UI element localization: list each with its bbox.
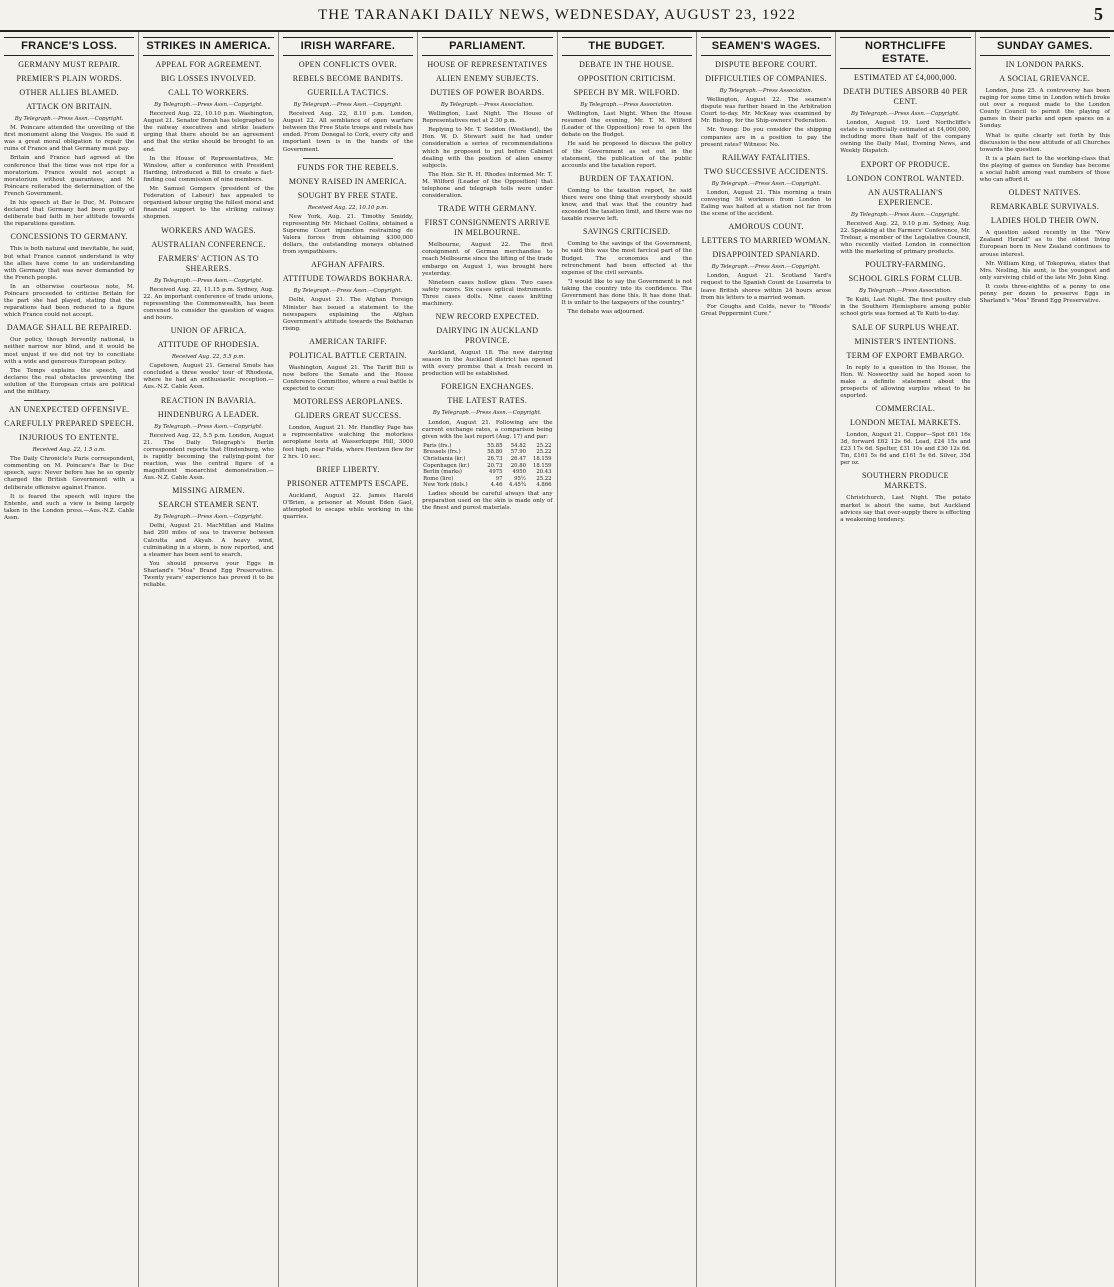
article-paragraph: Delhi, August 21. The Afghan Foreign Minister has issued a statement to the newspapers explaining the Afghan Government's attitude towards the Bokharan rising. [282, 297, 414, 332]
column-8 [976, 32, 1114, 1287]
rate-cell: 25.22 [536, 449, 552, 456]
article-paragraph: London, August 21. This morning a train conveying 50 workmen from London to Ealing was halted at a station not far from the scene of the accident. [700, 189, 832, 218]
article-subheading: CONCESSIONS TO GERMANY. [10, 232, 128, 242]
article-subheading: ALIEN ENEMY SUBJECTS. [435, 74, 539, 83]
masthead-title: THE TARANAKI DAILY NEWS, WEDNESDAY, AUGUST 23, 1922 [318, 6, 796, 23]
article-headline: STRIKES IN AMERICA. [143, 37, 273, 56]
article-subheading: DAIRYING IN AUCKLAND PROVINCE. [436, 326, 539, 346]
rate-cell: 57.90 [510, 449, 526, 456]
article-paragraph: Received Aug. 22, 10.10 p.m. Washington, August 21. Senator Borah has telegraphed to the railway executives and strike leaders urging that there should be an agreement and that the strike should be brought to an end. [143, 111, 274, 153]
article-paragraph: It is feared the speech will injure the Entente, and such a view is being largely taken in the London press.—Aus.-N.Z. Cable Assn. [4, 493, 135, 521]
article-subheading: INJURIOUS TO ENTENTE. [19, 433, 120, 443]
dateline: By Telegraph.—Press Assn.—Copyright. [293, 288, 403, 295]
article-subheading: EXPORT OF PRODUCE. [860, 159, 951, 169]
dateline: By Telegraph.—Press Association. [580, 102, 674, 108]
article-subheading: POULTRY-FARMING. [865, 260, 946, 270]
article-subheading: HINDENBURG A LEADER. [157, 409, 260, 419]
article-paragraph: Wellington, August 22. The seamen's dispute was further heard in the Arbitration Court to-day. Mr. McKeay was examined by Mr. Bishop, for the Ship-owners' Federation. [700, 97, 832, 125]
article-subheading: OLDEST NATIVES. [1008, 188, 1081, 198]
article-subheading: TERM OF EXPORT EMBARGO. [846, 350, 965, 360]
article-subheading: NEW RECORD EXPECTED. [435, 312, 540, 322]
article-subheading: ATTITUDE TOWARDS BOKHARA. [282, 274, 413, 284]
article-subheading: FUNDS FOR THE REBELS. [297, 162, 399, 172]
article-paragraph: Coming to the taxation report, he said there were one thing that everybody should know, and that was that the country had exceeded the taxation limit, and there was no taxable reserve left. [561, 187, 692, 223]
article-paragraph: Received Aug. 22, 5.5 p.m. London, August 21. The Daily Telegraph's Berlin correspondent reports that Hindenburg, who is rapidly becoming the rallying-point for reaction, was the central figure of a magnificent monarchist demonstration.—Aus.-N.Z. Cable Assn. [143, 432, 274, 482]
article-subheading: CAREFULLY PREPARED SPEECH. [4, 419, 135, 429]
article-headline: PARLIAMENT. [422, 37, 552, 56]
rate-cell: 95½ [514, 475, 526, 482]
article-paragraph: London, August 21. Copper—Spot £61 16s 3d, forward £62 12s 6d. Lead, £24 15s and £23 17s 6d. Spelter, £31 10s and £30 12s 6d. Tin, £161 5s 6d and £161 5s 6d. Silver, 35d per oz. [840, 431, 971, 467]
article-paragraph: New York, Aug. 21. Timothy Smiddy, representing Mr. Michael Collins, obtained a Supreme Court injunction restraining de Valera forces from obtaining $300,000 dollars, the outstanding moneys obtained from sympathisers. [282, 213, 414, 256]
article-subheading: REACTION IN BAVARIA. [160, 395, 257, 405]
column-3 [279, 32, 418, 1287]
article-subheading: LONDON CONTROL WANTED. [846, 173, 965, 183]
table-row [422, 469, 552, 476]
article-subheading: ESTIMATED AT £4,000,000. [854, 73, 957, 82]
article-subheading: DIFFICULTIES OF COMPANIES. [705, 74, 827, 83]
article-paragraph: This is both natural and inevitable, he said, but what France cannot understand is why the allies have come to an understanding with Germany that was never demanded by the French people. [4, 246, 135, 281]
article-paragraph: Coming to the savings of the Government, he said this was the most farcical part of the Budget. The economies and the retrenchment had been effected at the expense of the civil servants. [561, 241, 692, 276]
dateline: By Telegraph.—Press Assn.—Copyright. [293, 102, 403, 108]
article-paragraph: Nineteen cases hollow glass. Two cases safety razors. Six cases optical instruments. Three cases dolls. Nine cases knitting machinery. [422, 279, 553, 307]
rate-cell: 4.45¾ [509, 482, 526, 489]
currency-cell: Paris (frs.) [423, 442, 452, 449]
article-paragraph: Auckland, August 18. The new dairying season in the Auckland district has opened with every promise that a fresh record in production will be established. [422, 350, 553, 378]
rate-cell: 4950 [512, 469, 526, 476]
article-subheading: IN LONDON PARKS. [1005, 60, 1084, 69]
currency-cell: Copenhagen (kr.) [423, 462, 470, 469]
article-paragraph: London, June 25. A controversy has been raging for some time in London which broke out over a request made to the London County Council to permit the playing of games in their parks and open spaces on a Sunday. [979, 88, 1110, 130]
article-paragraph: "I would like to say the Government is not taking the country into its confidence. The Government has done this. It has done that. It is unfair to the taxpayers of the country." [561, 278, 692, 307]
dateline: By Telegraph.—Press Assn.—Copyright. [432, 410, 542, 417]
article-subheading: DISAPPOINTED SPANIARD. [712, 250, 820, 260]
article-subheading: RAILWAY FATALITIES. [721, 152, 811, 162]
article-subheading: A SOCIAL GRIEVANCE. [999, 74, 1091, 83]
dateline: Received Aug. 22, 1.5 a.m. [32, 447, 106, 454]
article-subheading: AUSTRALIAN CONFERENCE. [151, 239, 266, 249]
article-paragraph: A question asked recently in the "New Zealand Herald" as to the oldest living European born in New Zealand continues to arouse interest. [979, 230, 1110, 258]
article-subheading: SCHOOL GIRLS FORM CLUB. [848, 274, 963, 284]
masthead [0, 0, 1114, 32]
column-1 [0, 32, 139, 1287]
article-subheading: SOUTHERN PRODUCE MARKETS. [862, 471, 949, 491]
dateline: By Telegraph.—Press Assn.—Copyright. [711, 264, 821, 271]
article-paragraph: Melbourne, August 22. The first consignment of German merchandise to reach Melbourne since the lifting of the trade embargo on August 1, was brought here yesterday. [422, 242, 553, 277]
article-subheading: LONDON METAL MARKETS. [849, 417, 961, 427]
article-headline: SUNDAY GAMES. [980, 37, 1110, 56]
dateline: By Telegraph.—Press Assn.—Copyright. [154, 277, 263, 284]
dateline: Received Aug. 22, 5.5 p.m. [171, 354, 246, 361]
article-subheading: SALE OF SURPLUS WHEAT. [851, 322, 960, 332]
divider [303, 158, 393, 159]
article-subheading: BIG LOSSES INVOLVED. [160, 74, 257, 83]
article-subheading: HOUSE OF REPRESENTATIVES [427, 60, 548, 69]
article-subheading: FARMERS' ACTION AS TO SHEARERS. [158, 253, 259, 273]
article-paragraph: Replying to Mr. T. Seddon (Westland), the Hon. W. D. Stewart said he had under consideration a series of recommendations which he proposed to put before Cabinet dealing with the position of alien enemy subjects. [422, 127, 553, 169]
column-7 [836, 32, 975, 1287]
dateline: By Telegraph.—Press Assn.—Copyright. [14, 116, 124, 122]
article-headline: FRANCE'S LOSS. [4, 37, 134, 56]
article-paragraph: Britain and France had agreed at the conference that the time was not ripe for a moratorium. France would not accept a moratorium without guarantees, and M. Poincare reiterated the determination of the French Government. [4, 155, 135, 197]
article-paragraph: Capetown, August 21. General Smuts has concluded a three weeks' tour of Rhodesia, where he had an enthusiastic reception.—Aus.-N.Z. Cable Assn. [143, 363, 274, 391]
column-6 [697, 32, 836, 1287]
table-row [422, 482, 552, 489]
article-paragraph: He said he proposed to discuss the policy of the Government as set out in the statement, the publication of the public accounts and the taxation report. [561, 141, 692, 169]
dateline: By Telegraph.—Press Assn.—Copyright. [154, 102, 263, 108]
article-paragraph: What is quite clearly set forth by this discussion is the new attitude of all Churches towards the question. [979, 132, 1110, 153]
article-subheading: AMERICAN TARIFF. [309, 336, 387, 346]
article-subheading: TWO SUCCESSIVE ACCIDENTS. [703, 166, 829, 176]
column-2 [139, 32, 278, 1287]
article-subheading: AN AUSTRALIAN'S EXPERIENCE. [868, 187, 943, 207]
article-paragraph: Christchurch, Last Night. The potato market is about the same, but Auckland advices say that over-supply there is effecting a weakening tendency. [840, 495, 971, 523]
rate-cell: 4.866 [536, 482, 552, 489]
rate-cell: 55.85 [487, 442, 503, 449]
article-subheading: OPEN CONFLICTS OVER. [298, 60, 398, 69]
table-row [422, 449, 552, 456]
article-subheading: MISSING AIRMEN. [172, 486, 245, 496]
rate-cell: 54.82 [510, 442, 526, 449]
article-subheading: SOUGHT BY FREE STATE. [297, 190, 399, 200]
article-paragraph: London, August 21. Following are the current exchange rates, a comparison being given with the last report (Aug. 17) and par: [422, 419, 553, 440]
article-subheading: AN UNEXPECTED OFFENSIVE. [9, 405, 130, 415]
column-5 [558, 32, 697, 1287]
article-headline: THE BUDGET. [562, 37, 692, 56]
article-subheading: BRIEF LIBERTY. [316, 464, 380, 474]
rate-cell: 4975 [488, 469, 503, 476]
article-subheading: THE LATEST RATES. [447, 396, 528, 406]
article-paragraph: The Daily Chronicle's Paris correspondent, commenting on M. Poincare's Bar le Duc speech, says: Never before has he so openly charged the British Government with a deliberate offensive against France. [4, 456, 135, 491]
dateline: By Telegraph.—Press Assn.—Copyright. [850, 211, 960, 218]
page-number: 5 [1094, 4, 1104, 24]
article-subheading: SEARCH STEAMER SENT. [158, 500, 259, 510]
article-paragraph: You should preserve your Eggs in Sharland's "Moa" Brand Egg Preservative. Twenty years' experience has proved it to be reliable. [143, 560, 274, 589]
rate-cell: 20.73 [487, 462, 503, 469]
article-subheading: WORKERS AND WAGES. [161, 225, 256, 235]
exchange-rates-table [422, 443, 552, 489]
article-paragraph: For Coughs and Colds, never to "Woods' Great Peppermint Cure." [700, 303, 832, 317]
article-paragraph: It is a plain fact to the working-class that the playing of games on Sunday has become a social habit among vast numbers of those who can afford it. [979, 155, 1110, 184]
article-subheading: DUTIES OF POWER BOARDS. [430, 88, 545, 97]
article-subheading: SPEECH BY MR. WILFORD. [573, 88, 680, 97]
article-subheading: APPEAL FOR AGREEMENT. [155, 60, 262, 69]
dateline: By Telegraph.—Press Association. [719, 88, 813, 94]
article-subheading: LADIES HOLD THEIR OWN. [990, 216, 1099, 226]
currency-cell: Brussels (frs.) [423, 449, 461, 456]
column-4 [418, 32, 557, 1287]
article-headline: NORTHCLIFFE ESTATE. [840, 37, 970, 69]
article-subheading: FOREIGN EXCHANGES. [441, 382, 534, 392]
dateline: Received Aug. 22, 10.10 p.m. [307, 204, 389, 211]
article-paragraph: Received Aug. 22, 8.10 p.m. London, August 22. All semblance of open warfare between the Free State troops and rebels has ended. From Donegal to Cork, every city and important town is in the hands of the Government. [282, 111, 414, 153]
article-paragraph: Delhi, August 21. MacMillan and Malins had 200 miles of sea to traverse between Calcutta and Akyab. A heavy wind, culminating in a storm, is now reported, and a steamer has been sent to search. [143, 523, 274, 558]
article-paragraph: London, August 19. Lord Northcliffe's estate is unofficially estimated at £4,000,000, including more than half of the company owning the Daily Mail, Evening News, and Weekly Dispatch. [840, 120, 971, 155]
dateline: By Telegraph.—Press Assn.—Copyright. [154, 514, 263, 521]
article-paragraph: M. Poincare attended the unveiling of the first monument along the Vosges. He said it was a great moral obligation to repair the ruins of France and that Germany must pay. [4, 125, 135, 153]
article-subheading: PREMIER'S PLAIN WORDS. [16, 74, 122, 83]
article-subheading: FIRST CONSIGNMENTS ARRIVE IN MELBOURNE. [424, 218, 550, 238]
dateline: By Telegraph.—Press Assn.—Copyright. [154, 423, 263, 430]
article-subheading: DEATH DUTIES ABSORB 40 PER CENT. [843, 87, 968, 106]
article-subheading: DAMAGE SHALL BE REPAIRED. [6, 323, 132, 333]
article-subheading: UNION OF AFRICA. [170, 326, 247, 336]
divider [24, 400, 114, 401]
rate-cell: 20.43 [536, 469, 552, 476]
article-subheading: OPPOSITION CRITICISM. [577, 74, 676, 83]
article-subheading: PRISONER ATTEMPTS ESCAPE. [286, 478, 409, 488]
currency-cell: Rome (lire) [423, 475, 454, 482]
article-paragraph: The Hon. Sir R. H. Rhodes informed Mr. T. M. Wilford (Leader of the Opposition) that telephone and telegraph tolls were under consideration. [422, 171, 553, 200]
rate-cell: 26.47 [510, 456, 526, 462]
article-headline: IRISH WARFARE. [283, 37, 413, 56]
rate-cell: 58.80 [487, 449, 503, 456]
article-subheading: AFGHAN AFFAIRS. [311, 260, 385, 270]
rate-cell: 26.73 [487, 456, 503, 462]
article-paragraph: In his speech at Bar le Duc, M. Poincare declared that Germany had been guilty of deliberate bad faith in her attitude towards the reparations question. [4, 200, 135, 228]
article-paragraph: Auckland, August 22. James Harold O'Brien, a prisoner at Mount Eden Gaol, attempted to escape while working in the quarries. [282, 492, 414, 520]
currency-cell: Christiania (kr.) [423, 456, 466, 462]
article-subheading: GUERILLA TACTICS. [307, 88, 389, 97]
article-paragraph: Mr. William King, of Tokopuwa, states that Mrs. Nesling, his aunt, is the youngest and only surviving child of the late Mr. John King. [979, 260, 1110, 281]
article-subheading: MINISTER'S INTENTIONS. [854, 336, 957, 346]
article-paragraph: London, August 21. Mr. Handley Page has a representative watching the motorless aeroplane tests at Wasserkuppe Hill, 3000 feet high, near Fulda, where Hentzen flew for 2 hrs. 10 sec. [282, 425, 414, 460]
dateline: By Telegraph.—Press Association. [440, 102, 534, 108]
rate-cell: 25.22 [536, 475, 552, 482]
article-paragraph: Wellington, Last Night. The House of Representatives met at 2.30 p.m. [422, 111, 553, 125]
article-subheading: ATTITUDE OF RHODESIA. [157, 340, 260, 350]
rate-cell: 18.159 [532, 456, 552, 462]
article-paragraph: The debate was adjourned. [567, 309, 645, 316]
article-subheading: AMOROUS COUNT. [728, 222, 804, 232]
article-subheading: REBELS BECOME BANDITS. [292, 74, 404, 83]
article-subheading: DISPUTE BEFORE COURT. [715, 60, 818, 69]
article-paragraph: The Temps explains the speech, and declares the real obstacles preventing the solution of the European crisis are political and the military. [4, 367, 135, 395]
article-subheading: REMARKABLE SURVIVALS. [990, 202, 1100, 212]
currency-cell: New York (dols.) [423, 482, 468, 489]
article-headline: SEAMEN'S WAGES. [701, 37, 831, 56]
article-paragraph: Received Aug. 22, 9.10 p.m. Sydney, Aug. 22. Speaking at the Farmers' Conference, Mr. Treloar, a member of the Legislative Council, who recently visited London in connection with the marketing of primary products. [840, 220, 971, 256]
rate-cell: 25.22 [536, 442, 552, 449]
article-subheading: BURDEN OF TAXATION. [579, 173, 674, 183]
columns [0, 32, 1114, 1287]
article-subheading: COMMERCIAL. [875, 403, 936, 413]
article-subheading: CALL TO WORKERS. [168, 88, 249, 97]
article-subheading: LETTERS TO MARRIED WOMAN. [701, 236, 831, 246]
article-paragraph: In reply to a question in the House, the Hon. W. Nosworthy said he hoped soon to make a definite statement about the prospects of allowing surplus wheat to be exported. [840, 364, 971, 399]
article-subheading: GERMANY MUST REPAIR. [18, 60, 121, 69]
article-paragraph: Received Aug. 22, 11.15 p.m. Sydney, Aug. 22. An important conference of trade unions, representing the Commonwealth, has been convened to consider the question of wages and hours. [143, 286, 274, 321]
table-row [422, 456, 552, 463]
rate-cell: 18.159 [532, 462, 552, 469]
article-paragraph: It costs three-eighths of a penny to one penny per dozen to preserve Eggs in Sharland's "Moa" Brand Egg Preservative. [979, 283, 1110, 305]
article-subheading: OTHER ALLIES BLAMED. [19, 88, 119, 97]
rate-cell: 20.80 [510, 462, 526, 469]
article-subheading: MONEY RAISED IN AMERICA. [288, 176, 407, 186]
article-subheading: ATTACK ON BRITAIN. [26, 102, 113, 111]
article-subheading: DEBATE IN THE HOUSE. [579, 60, 675, 69]
dateline: By Telegraph.—Press Association. [859, 288, 952, 295]
rate-cell: 97 [495, 475, 503, 482]
article-paragraph: Washington, August 21. The Tariff Bill is now before the Senate and the House Conference Committee, where a real battle is expected to occur. [282, 364, 414, 393]
article-paragraph: Mr. Samuel Gompers (president of the Federation of Labour) has appealed to organised labour urging the fullest moral and financial support to the striking railway shopmen. [143, 186, 274, 221]
article-paragraph: In an otherwise courteous note, M. Poincare proceeded to criticise Britain for the part she had played, stating that the reparations had been reduced to a figure which France could not accept. [4, 283, 135, 319]
article-paragraph: Wellington, Last Night. When the House resumed the evening, Mr. T. M. Wilford (Leader of the Opposition) rose to open the debate on the Budget. [561, 111, 692, 139]
article-paragraph: London, August 21. Scotland Yard's request to the Spanish Count de Lusarreta to leave British shores within 24 hours arose from his letters to a married woman. [700, 273, 832, 301]
currency-cell: Berlin (marks) [423, 469, 462, 476]
dateline: By Telegraph.—Press Assn.—Copyright. [711, 180, 821, 187]
dateline: By Telegraph.—Press Assn.—Copyright. [850, 111, 960, 117]
article-paragraph: Te Kuiti, Last Night. The first poultry club in the Southern Hemisphere among public school girls was formed at Te Kuiti to-day. [840, 297, 971, 318]
article-paragraph: In the House of Representatives, Mr. Winslow, after a conference with President Harding, introduced a Bill to create a fact-finding coal commission of nine members. [143, 155, 274, 183]
article-subheading: POLITICAL BATTLE CERTAIN. [289, 350, 407, 360]
article-paragraph: Ladies should be careful always that any preparation used on the skin is made only of the finest and purest materials. [422, 490, 553, 512]
article-paragraph: Our policy, though fervently national, is neither narrow nor blind, and it would be most unjust if we did not try to conciliate with a wide and generous European policy. [4, 337, 135, 365]
rate-cell: 4.46 [490, 482, 503, 489]
article-paragraph: Mr. Young: Do you consider the shipping companies are in a position to pay the present rates? Witness: No. [700, 127, 832, 148]
article-subheading: TRADE WITH GERMANY. [438, 204, 537, 214]
article-subheading: GLIDERS GREAT SUCCESS. [294, 411, 402, 421]
article-subheading: SAVINGS CRITICISED. [583, 227, 671, 237]
article-subheading: MOTORLESS AEROPLANES. [293, 397, 403, 407]
